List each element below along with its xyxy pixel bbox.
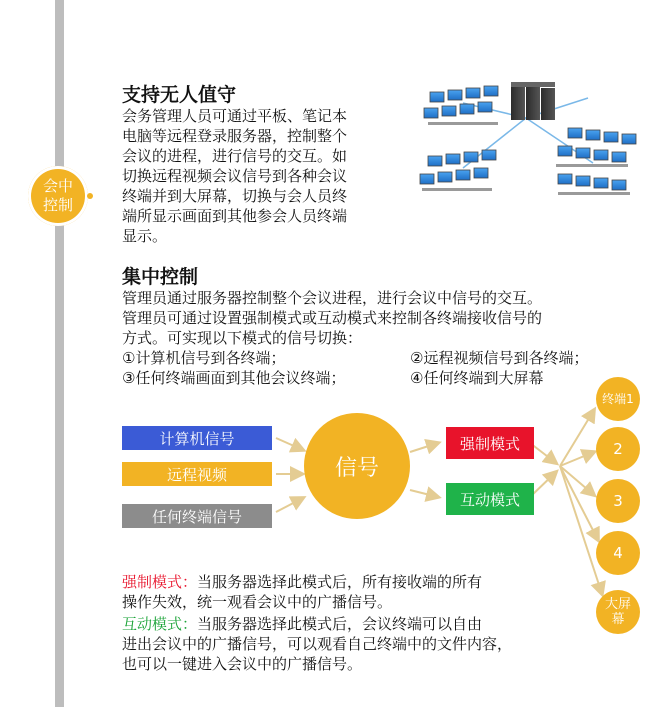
badge-line-2: 控制: [42, 196, 73, 214]
signal-center: 信号: [304, 413, 410, 519]
terminal-4: 4: [596, 531, 640, 575]
interactive-mode-box: 互动模式: [446, 483, 534, 515]
forced-mode-label: 强制模式：: [122, 573, 198, 591]
arrow-center-forced: [410, 443, 438, 452]
forced-mode-text-2: 操作失效，统一观看会议中的广播信号。: [122, 593, 393, 611]
section1-line: 电脑等远程登录服务器，控制整个: [122, 127, 348, 145]
terminal-2: 2: [596, 427, 640, 471]
interactive-mode-text-3: 也可以一键进入会议中的广播信号。: [122, 655, 363, 673]
section1-line: 显示。: [122, 227, 168, 245]
interactive-mode-text-2: 进出会议中的广播信号，可以观看自己终端中的文件内容，: [122, 635, 513, 653]
interactive-mode-text-1: 当服务器选择此模式后，会议终端可以自由: [197, 615, 483, 633]
interactive-mode-description: [122, 614, 602, 674]
mode-item-1: ①计算机信号到各终端；: [122, 349, 286, 367]
section1-line: 切换远程视频会议信号到各种会议: [122, 167, 348, 185]
section2-line: 方式。可实现以下模式的信号切换：: [122, 329, 363, 347]
section2-title: 集中控制: [122, 266, 199, 288]
terminal-1: 终端1: [596, 377, 640, 421]
arrow-source3-center: [276, 498, 303, 512]
mode-item-2: ②远程视频信号到各终端；: [410, 349, 589, 367]
arrow-center-interactive: [410, 490, 438, 497]
source-computer-signal: 计算机信号: [122, 426, 272, 450]
source-any-terminal: 任何终端信号: [122, 504, 272, 528]
section1-line: 端所显示画面到其他参会人员终端: [122, 207, 348, 225]
arrow-hub-term4: [560, 466, 598, 540]
terminal-3: 3: [596, 479, 640, 523]
mode-item-4: ④任何终端到大屏幕: [410, 369, 544, 387]
forced-mode-description: [122, 572, 602, 612]
section2-line: 管理员可通过设置强制模式或互动模式来控制各终端接收信号的: [122, 309, 543, 327]
terminal-big-screen: 大屏幕: [596, 590, 640, 634]
badge-line-1: 会中: [42, 177, 73, 195]
mode-item-3: ③任何终端画面到其他会议终端；: [122, 369, 346, 387]
section1-line: 会议的进程，进行信号的交互。如: [122, 147, 348, 165]
section2-line: 管理员通过服务器控制整个会议进程，进行会议中信号的交互。: [122, 289, 543, 307]
interactive-mode-label: 互动模式：: [122, 615, 198, 633]
section1-line: 终端并到大屏幕，切换与会人员终: [122, 187, 348, 205]
arrow-hub-term1: [560, 410, 594, 466]
forced-mode-text-1: 当服务器选择此模式后，所有接收端的所有: [197, 573, 483, 591]
section1-line: 会务管理人员可通过平板、笔记本: [122, 107, 348, 125]
forced-mode-box: 强制模式: [446, 427, 534, 459]
arrow-source1-center: [276, 438, 303, 450]
section1-title: 支持无人值守: [122, 84, 237, 106]
source-remote-video: 远程视频: [122, 462, 272, 486]
